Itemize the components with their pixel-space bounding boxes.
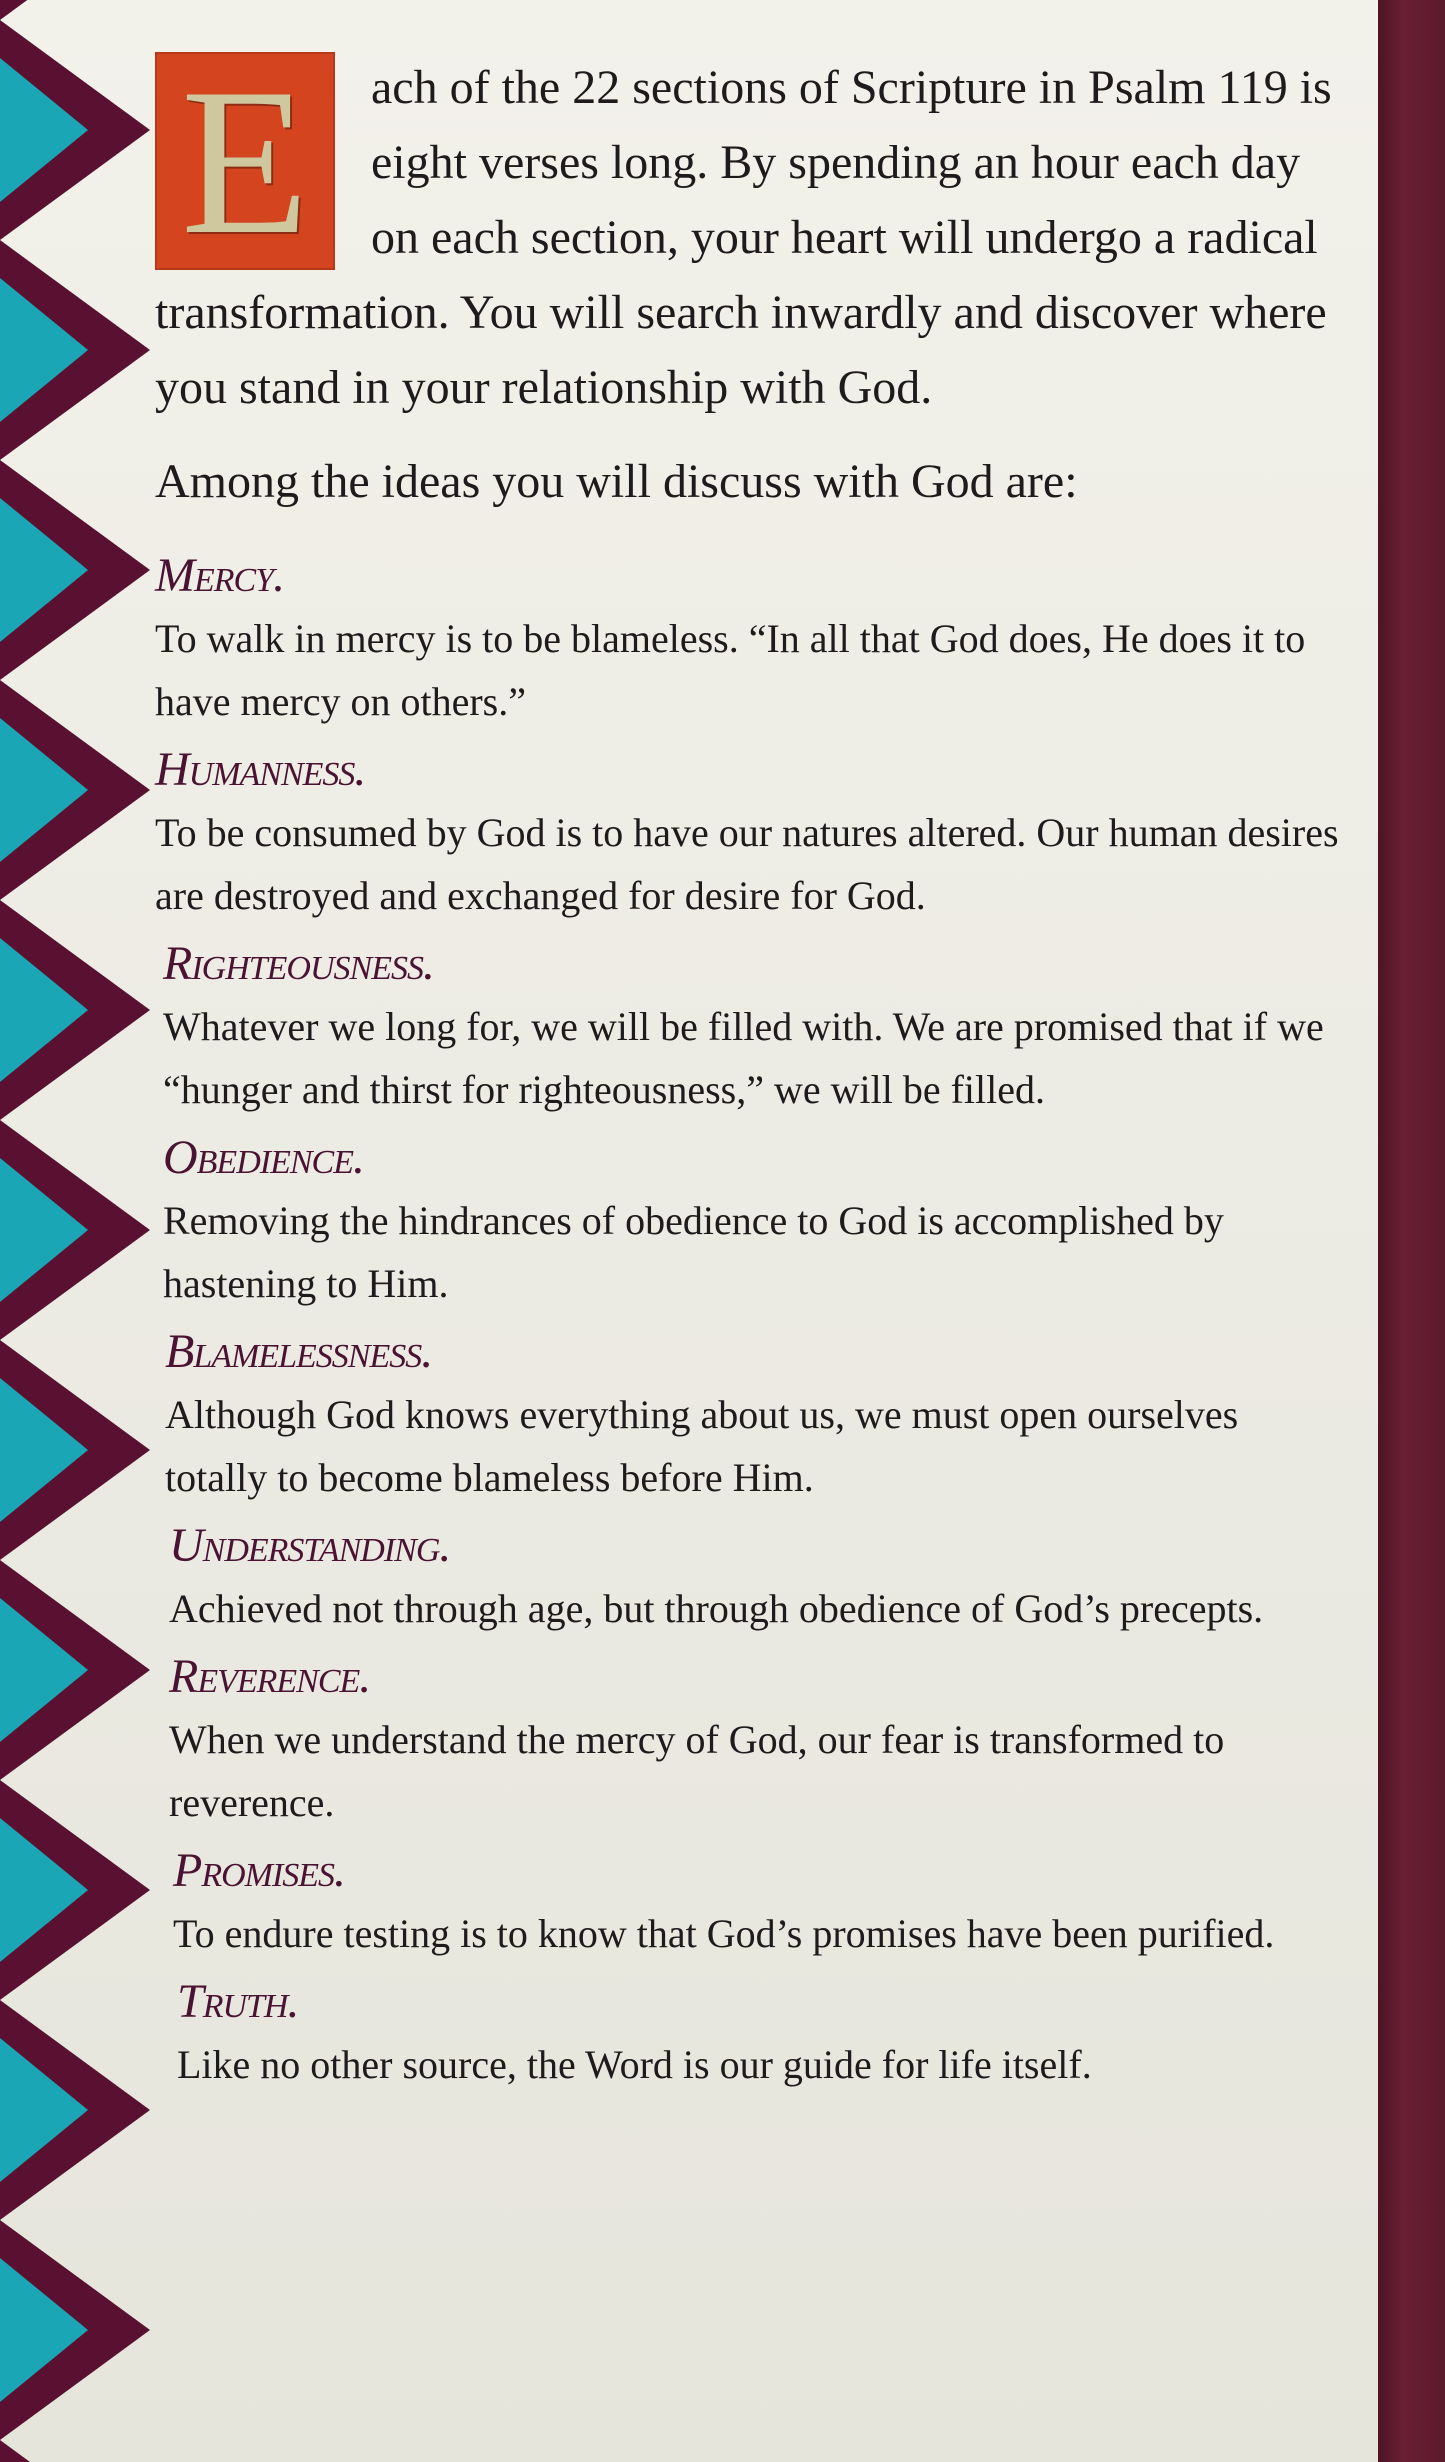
topic-righteousness (163, 933, 1340, 1121)
topic-body: Although God knows everything about us, we must open ourselves totally to become blameless before Him. (165, 1392, 1239, 1500)
right-border-band (1375, 0, 1445, 2462)
topic-promises (173, 1840, 1340, 1965)
topic-body: To endure testing is to know that God’s promises have been purified. (173, 1911, 1275, 1956)
zigzag-border (0, 0, 180, 2462)
topic-body: Like no other source, the Word is our guide for life itself. (177, 2042, 1092, 2087)
dropcap-letter: E (180, 46, 310, 278)
intro-text: ach of the 22 sections of Scripture in Psalm 119 is eight verses long. By spending an hour each day on each section, your heart will undergo a radical transformation. You will search inwardly and discover where you stand in your relationship with God. (155, 61, 1332, 414)
topic-body: When we understand the mercy of God, our fear is transformed to reverence. (169, 1717, 1225, 1825)
content (155, 46, 1340, 2096)
topic-understanding (169, 1515, 1340, 1640)
topic-humanness (155, 739, 1340, 927)
topic-title: Promises. (173, 1844, 346, 1897)
topic-obedience (163, 1127, 1340, 1315)
topic-title: Truth. (177, 1975, 299, 2028)
topic-blamelessness (165, 1321, 1340, 1509)
dropcap-box (155, 46, 335, 278)
topic-title: Obedience. (163, 1131, 364, 1184)
topic-title: Blamelessness. (165, 1325, 433, 1378)
topic-body: Whatever we long for, we will be filled with. We are promised that if we “hunger and thirst for righteousness,” we will be filled. (163, 1004, 1324, 1112)
topic-title: Righteousness. (163, 937, 434, 990)
topic-title: Reverence. (169, 1650, 371, 1703)
topic-mercy (155, 545, 1340, 733)
topic-title: Humanness. (155, 743, 366, 796)
topic-truth (177, 1971, 1340, 2096)
topic-body: To walk in mercy is to be blameless. “In all that God does, He does it to have mercy on others.” (155, 616, 1306, 724)
intro-paragraph (155, 46, 1340, 425)
zigzag-chevron (0, 0, 150, 20)
topic-body: To be consumed by God is to have our natures altered. Our human desires are destroyed and exchanged for desire for God. (155, 810, 1339, 918)
topic-body: Achieved not through age, but through obedience of God’s precepts. (169, 1586, 1264, 1631)
topic-title: Understanding. (169, 1519, 451, 1572)
topic-title: Mercy. (155, 549, 285, 602)
topic-reverence (169, 1646, 1340, 1834)
topic-body: Removing the hindrances of obedience to God is accomplished by hastening to Him. (163, 1198, 1224, 1306)
lead-sentence: Among the ideas you will discuss with God are: (155, 455, 1078, 508)
zigzag-chevron (0, 2440, 150, 2462)
